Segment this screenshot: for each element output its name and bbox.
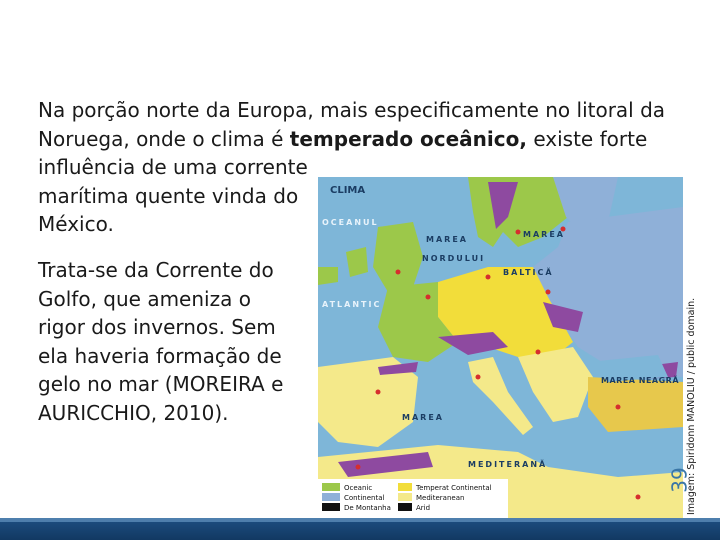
paragraph-line: Trata-se da Corrente do (38, 258, 274, 282)
paragraph-line: AURICCHIO, 2010). (38, 400, 229, 425)
turkey-land (588, 377, 683, 432)
sea-label: NORDULUI (422, 254, 486, 263)
paragraph-line: gelo no mar (MOREIRA e (38, 372, 284, 397)
sea-label: MAREA (523, 230, 565, 239)
map-title: CLIMA (330, 185, 366, 196)
footer-band (0, 518, 720, 540)
map-legend (318, 479, 508, 518)
text-segment: existe forte (526, 126, 648, 151)
legend-swatch (322, 503, 340, 511)
ocean-label: OCEANUL (322, 218, 379, 227)
legend-label: Mediteranean (416, 494, 465, 502)
paragraph-line: marítima quente vinda do (38, 183, 299, 208)
secondary-paragraph (38, 256, 308, 428)
ocean-label: ATLANTIC (322, 300, 382, 309)
legend-label: Continental (344, 494, 385, 502)
sea-label: MAREA (402, 413, 444, 422)
iceland-land (318, 267, 338, 285)
legend-label: Oceanic (344, 484, 373, 492)
page-number: 39 (667, 467, 692, 493)
balkans-land (518, 347, 593, 422)
legend-swatch (398, 483, 412, 491)
legend-swatch (398, 493, 412, 501)
sea-label: MAREA NEAGRĂ (601, 376, 680, 385)
legend-swatch (322, 483, 340, 491)
sea-label: MAREA (426, 235, 468, 244)
ireland-land (346, 247, 368, 277)
paragraph-line: Na porção norte da Europa, mais especificamente no litoral da (38, 98, 666, 122)
image-credit: Imagem: Spiridonn MANOLIU / public domain. (686, 297, 697, 515)
british-isles-land (373, 222, 423, 292)
paragraph-line: rigor dos invernos. Sem (38, 315, 276, 340)
legend-swatch (398, 503, 412, 511)
climate-map (318, 177, 683, 518)
paragraph-line (38, 125, 678, 154)
sea-label: BALTICĂ (503, 268, 554, 277)
legend-label: De Montanha (344, 504, 391, 512)
paragraph-line: Golfo, que ameniza o (38, 286, 251, 311)
text-segment: Noruega, onde o clima é (38, 126, 290, 151)
legend-swatch (322, 493, 340, 501)
climate-map-graphic (318, 177, 683, 518)
footer-band-highlight (0, 518, 720, 522)
paragraph-line: influência de uma corrente (38, 155, 308, 179)
paragraph-line: México. (38, 212, 114, 236)
paragraph-line: ela haveria formação de (38, 343, 282, 368)
sea-label: MEDITERANĂ (468, 460, 548, 469)
bold-term: temperado oceânico, (289, 126, 527, 151)
legend-label: Temperat Continental (416, 484, 492, 492)
legend-label: Arid (416, 504, 431, 512)
